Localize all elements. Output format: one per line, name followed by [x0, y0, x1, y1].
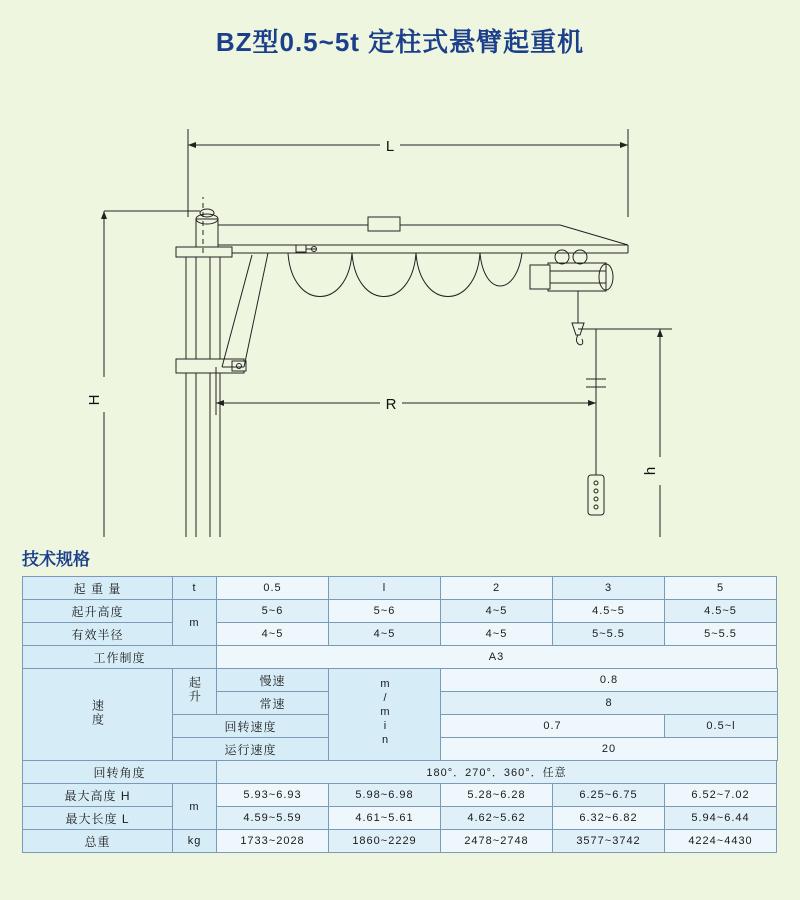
row-label-duty: 工作制度	[23, 646, 217, 669]
table-row	[23, 761, 778, 784]
row-label-total-weight: 总重	[23, 830, 173, 853]
table-row	[23, 830, 778, 853]
row-label-hoist	[173, 669, 217, 715]
cell-capacity-4: 5	[665, 577, 777, 600]
cell-radius-4: 5~5.5	[665, 623, 777, 646]
spec-table	[22, 576, 778, 853]
row-label-travel-speed: 运行速度	[173, 738, 329, 761]
dimension-label-H: H	[86, 394, 103, 406]
row-unit-capacity: t	[173, 577, 217, 600]
cell-radius-1: 4~5	[329, 623, 441, 646]
cell-max-length-1: 4.61~5.61	[329, 807, 441, 830]
cell-capacity-1: l	[329, 577, 441, 600]
section-title: 技术规格	[22, 550, 90, 569]
table-row	[23, 669, 778, 692]
cell-max-height-2: 5.28~6.28	[441, 784, 553, 807]
row-label-radius: 有效半径	[23, 623, 173, 646]
cell-max-length-0: 4.59~5.59	[217, 807, 329, 830]
cell-max-height-1: 5.98~6.98	[329, 784, 441, 807]
row-unit-kg: kg	[173, 830, 217, 853]
cell-duty-value: A3	[217, 646, 777, 669]
cell-lift-height-3: 4.5~5	[553, 600, 665, 623]
dimension-label-L: L	[385, 138, 395, 155]
cell-total-weight-2: 2478~2748	[441, 830, 553, 853]
table-row	[23, 623, 778, 646]
dimension-label-R: R	[385, 396, 397, 413]
cell-capacity-3: 3	[553, 577, 665, 600]
cell-lift-height-1: 5~6	[329, 600, 441, 623]
cell-slew-speed-high: 0.5~l	[665, 715, 778, 738]
cell-max-height-4: 6.52~7.02	[665, 784, 777, 807]
hoist-label: 起升	[187, 676, 202, 704]
cell-radius-0: 4~5	[217, 623, 329, 646]
row-unit-speed	[329, 669, 441, 761]
row-label-speed-group	[23, 669, 173, 761]
cell-lift-height-0: 5~6	[217, 600, 329, 623]
cell-lift-height-4: 4.5~5	[665, 600, 777, 623]
cell-slew-angle-value: 180°．270°．360°．任意	[217, 761, 777, 784]
row-label-slew-angle: 回转角度	[23, 761, 217, 784]
row-label-max-height: 最大高度 H	[23, 784, 173, 807]
row-unit-meter: m	[173, 600, 217, 646]
dimension-label-h: h	[642, 466, 659, 476]
row-label-capacity: 起 重 量	[23, 577, 173, 600]
row-label-slow: 慢速	[217, 669, 329, 692]
speed-unit-label: m/min	[379, 678, 391, 748]
cell-total-weight-1: 1860~2229	[329, 830, 441, 853]
table-row	[23, 784, 778, 807]
cell-capacity-2: 2	[441, 577, 553, 600]
table-row	[23, 646, 778, 669]
cell-max-length-4: 5.94~6.44	[665, 807, 777, 830]
row-label-normal: 常速	[217, 692, 329, 715]
cell-max-height-0: 5.93~6.93	[217, 784, 329, 807]
cell-normal-value: 8	[441, 692, 778, 715]
speed-group-label: 速度	[90, 699, 105, 727]
cell-slew-speed-low: 0.7	[441, 715, 665, 738]
row-label-max-length: 最大长度 L	[23, 807, 173, 830]
cell-total-weight-3: 3577~3742	[553, 830, 665, 853]
row-label-slew-speed: 回转速度	[173, 715, 329, 738]
cell-slow-value: 0.8	[441, 669, 778, 692]
cell-radius-2: 4~5	[441, 623, 553, 646]
cell-radius-3: 5~5.5	[553, 623, 665, 646]
cell-max-height-3: 6.25~6.75	[553, 784, 665, 807]
cell-total-weight-0: 1733~2028	[217, 830, 329, 853]
row-unit-meter-2: m	[173, 784, 217, 830]
jib-crane-diagram	[0, 67, 800, 537]
cell-max-length-2: 4.62~5.62	[441, 807, 553, 830]
page-title: BZ型0.5~5t 定柱式悬臂起重机	[215, 27, 585, 57]
cell-max-length-3: 6.32~6.82	[553, 807, 665, 830]
cell-total-weight-4: 4224~4430	[665, 830, 777, 853]
table-row	[23, 577, 778, 600]
table-row	[23, 807, 778, 830]
table-row	[23, 600, 778, 623]
cell-lift-height-2: 4~5	[441, 600, 553, 623]
cell-capacity-0: 0.5	[217, 577, 329, 600]
cell-travel-speed-value: 20	[441, 738, 778, 761]
row-label-lift-height: 起升高度	[23, 600, 173, 623]
